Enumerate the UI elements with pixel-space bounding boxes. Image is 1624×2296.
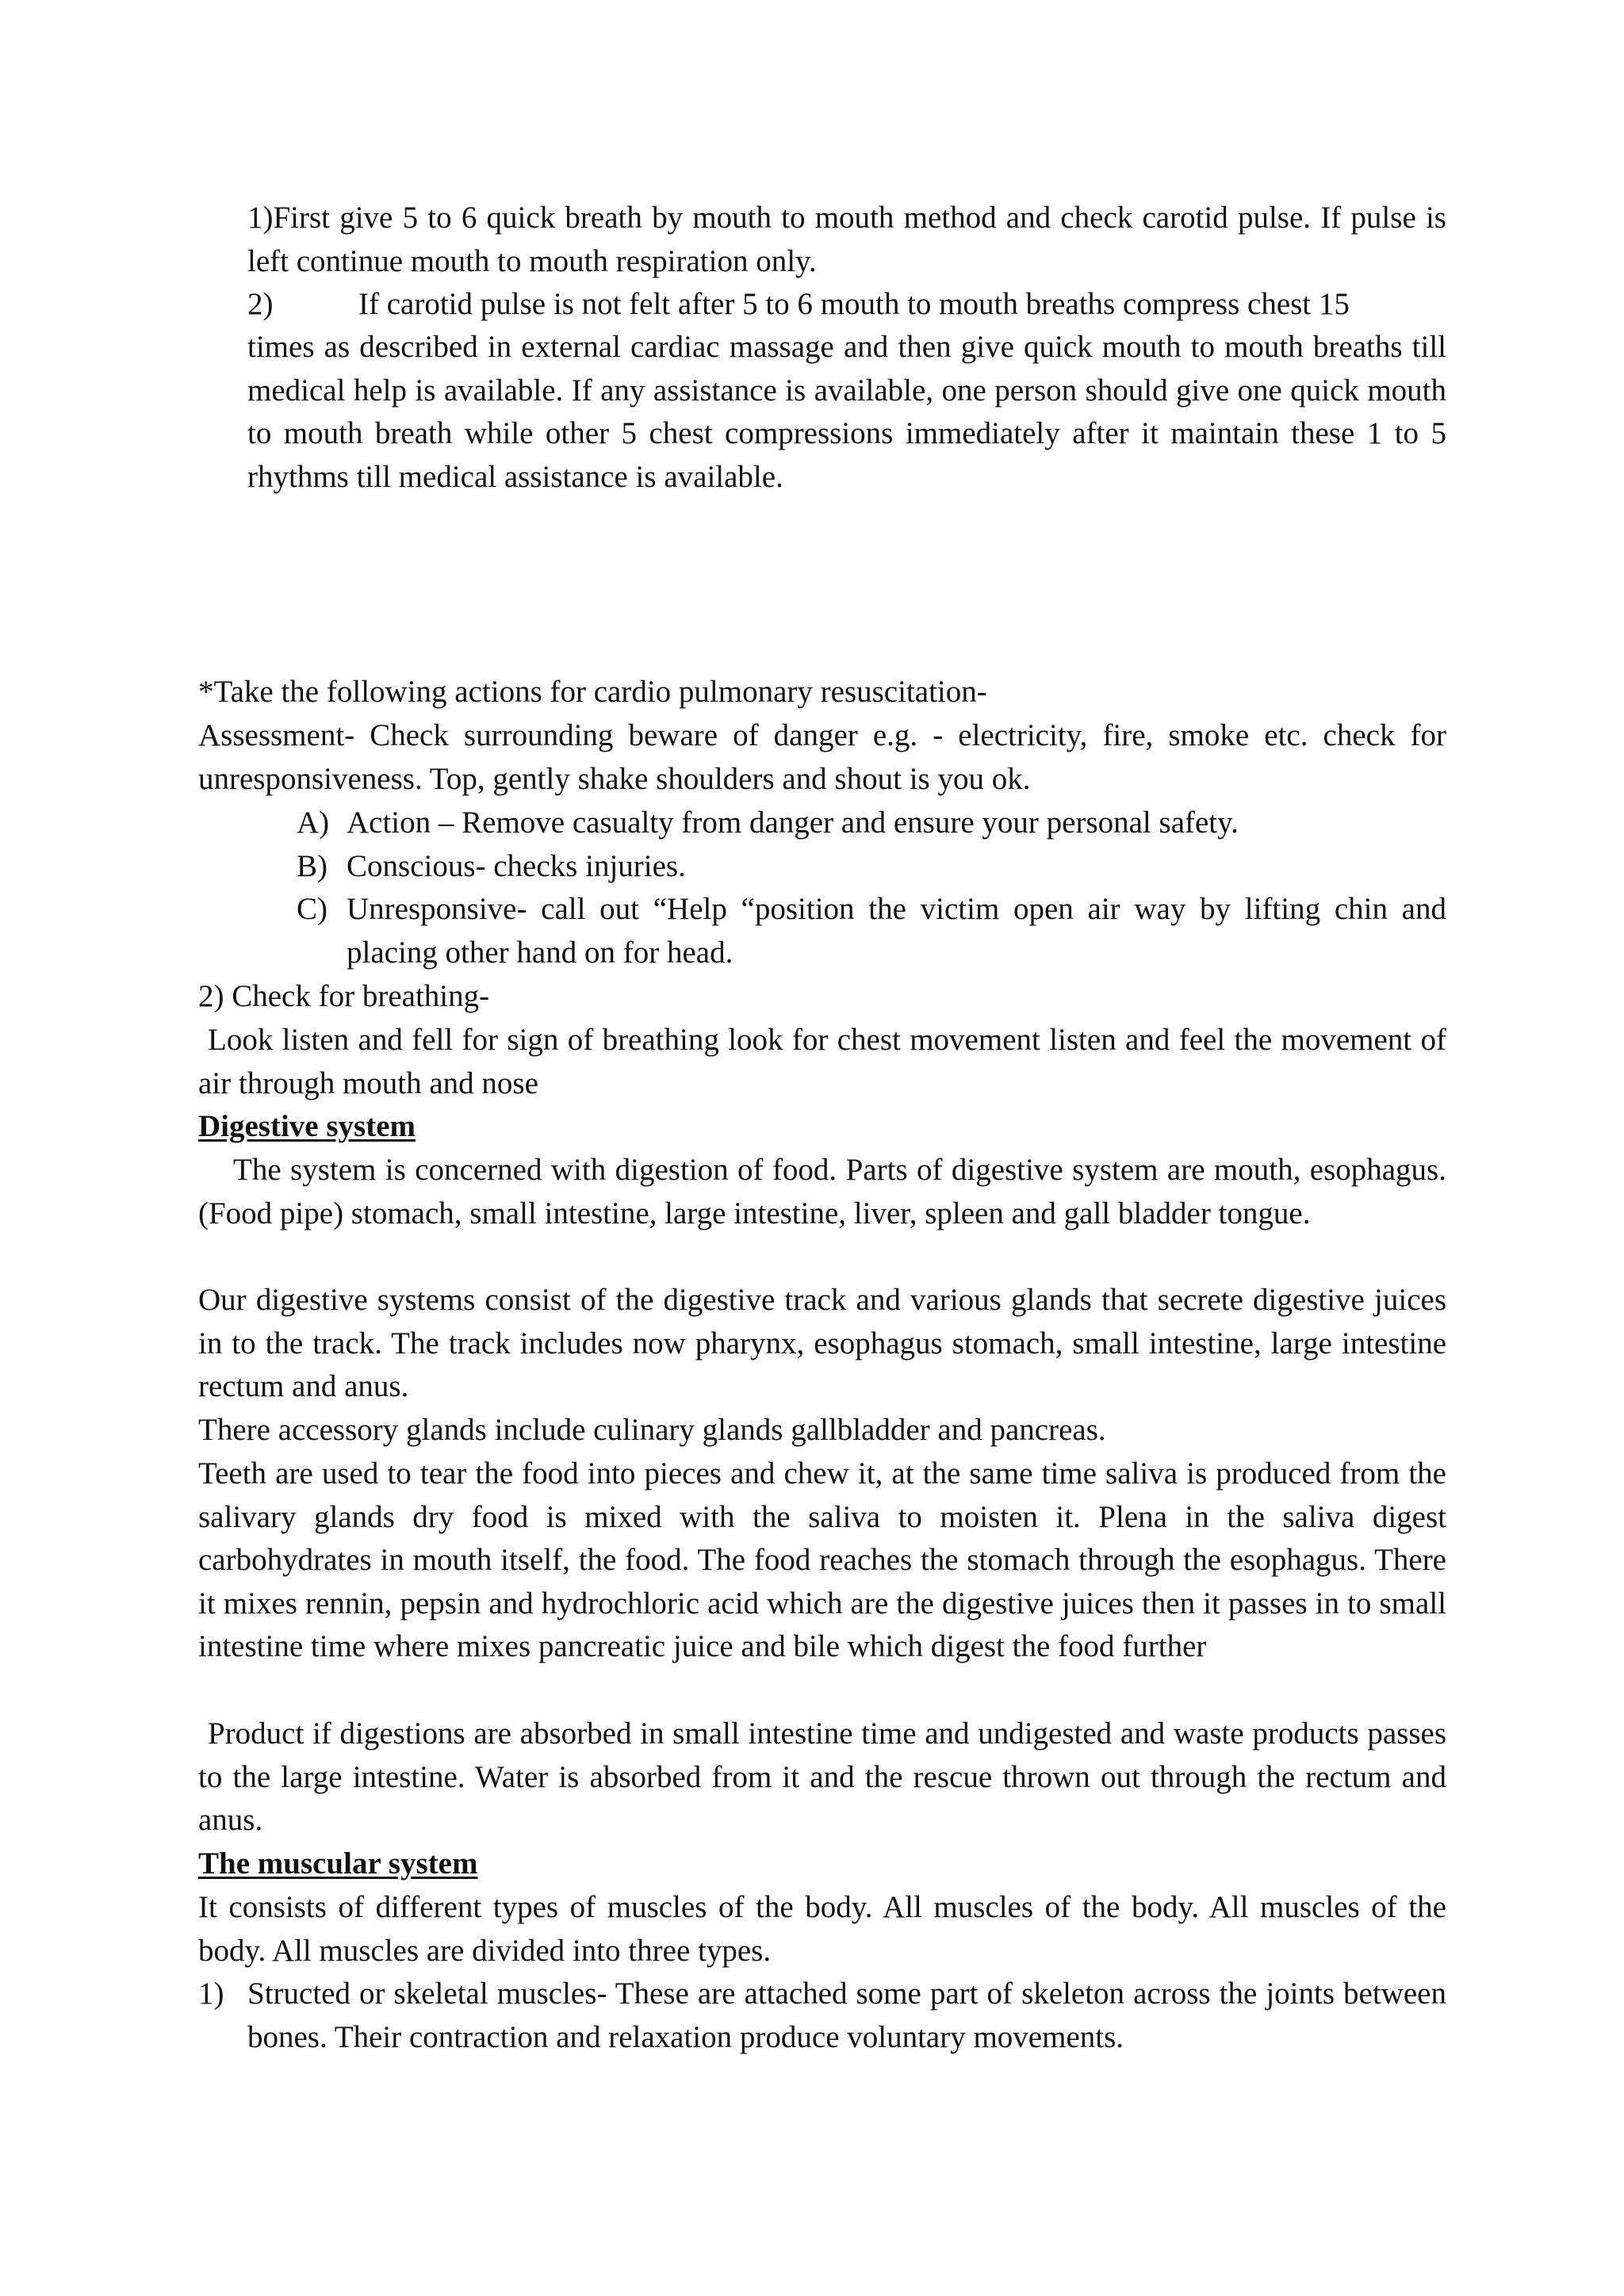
intro-step-2-number: 2) <box>247 287 274 321</box>
cpr-action-b: Conscious- checks injuries. <box>347 849 686 883</box>
digestive-paragraph-5: Product if digestions are absorbed in small intestine time and undigested and waste products passes to the large intestine. Water is absorbed from it and the rescue thrown out through the rectum and anus. <box>198 1716 1446 1838</box>
digestive-paragraph-1: The system is concerned with digestion of food. Parts of digestive system are mouth, esophagus. (Food pipe) stomach, small intestine, large intestine, liver, spleen and gall bladder tongue. <box>198 1153 1446 1230</box>
check-breathing-text: Look listen and fell for sign of breathing look for chest movement listen and feel the movement of air through mouth and nose <box>198 1023 1446 1100</box>
digestive-paragraph-2: Our digestive systems consist of the digestive track and various glands that secrete digestive juices in to the track. The track includes now pharynx, esophagus stomach, small intestine, large intestine rectum and anus. <box>198 1283 1446 1404</box>
muscular-paragraph-1: It consists of different types of muscles of the body. All muscles of the body. All muscles of the body. All muscles are divided into three types. <box>198 1890 1446 1968</box>
intro-step-2-first-line: If carotid pulse is not felt after 5 to 6 mouth to mouth breaths compress chest 15 <box>358 287 1350 321</box>
intro-step-2-text: times as described in external cardiac massage and then give quick mouth to mouth breaths till medical help is available. If any assistance is available, one person should give one quick mouth to mouth breath while other 5 chest compressions immediately after it maintain these 1 to 5 rhythms till medical assistance is available. <box>247 330 1446 494</box>
check-breathing-title: 2) Check for breathing- <box>198 979 490 1013</box>
cpr-title: *Take the following actions for cardio pulmonary resuscitation- <box>198 675 987 709</box>
digestive-heading: Digestive system <box>198 1109 416 1143</box>
intro-step-1: 1)First give 5 to 6 quick breath by mouth to mouth method and check carotid pulse. If pulse is left continue mouth to mouth respiration only. <box>247 201 1446 278</box>
cpr-action-b-marker: B) <box>297 849 327 883</box>
muscular-item-1-marker: 1) <box>198 1976 224 2011</box>
digestive-paragraph-4: Teeth are used to tear the food into pieces and chew it, at the same time saliva is produced from the salivary glands dry food is mixed with the saliva to moisten it. Plena in the saliva digest carbohydrates in mouth itself, the food. The food reaches the stomach through the esophagus. There it mixes rennin, pepsin and hydrochloric acid which are the digestive juices then it passes in to small intestine time where mixes pancreatic juice and bile which digest the food further <box>198 1456 1446 1664</box>
cpr-action-a-marker: A) <box>297 806 330 840</box>
cpr-assessment: Assessment- Check surrounding beware of danger e.g. - electricity, fire, smoke etc. check for unresponsiveness. Top, gently shake shoulders and shout is you ok. <box>198 718 1446 796</box>
digestive-paragraph-3: There accessory glands include culinary glands gallbladder and pancreas. <box>198 1413 1106 1447</box>
cpr-action-a: Action – Remove casualty from danger and ensure your personal safety. <box>347 806 1239 840</box>
cpr-action-c-marker: C) <box>297 892 327 926</box>
cpr-action-c: Unresponsive- call out “Help “position the victim open air way by lifting chin and placing other hand on for head. <box>347 892 1446 970</box>
muscular-heading: The muscular system <box>198 1846 478 1881</box>
muscular-item-1: Structed or skeletal muscles- These are attached some part of skeleton across the joints between bones. Their contraction and relaxation produce voluntary movements. <box>247 1976 1446 2054</box>
